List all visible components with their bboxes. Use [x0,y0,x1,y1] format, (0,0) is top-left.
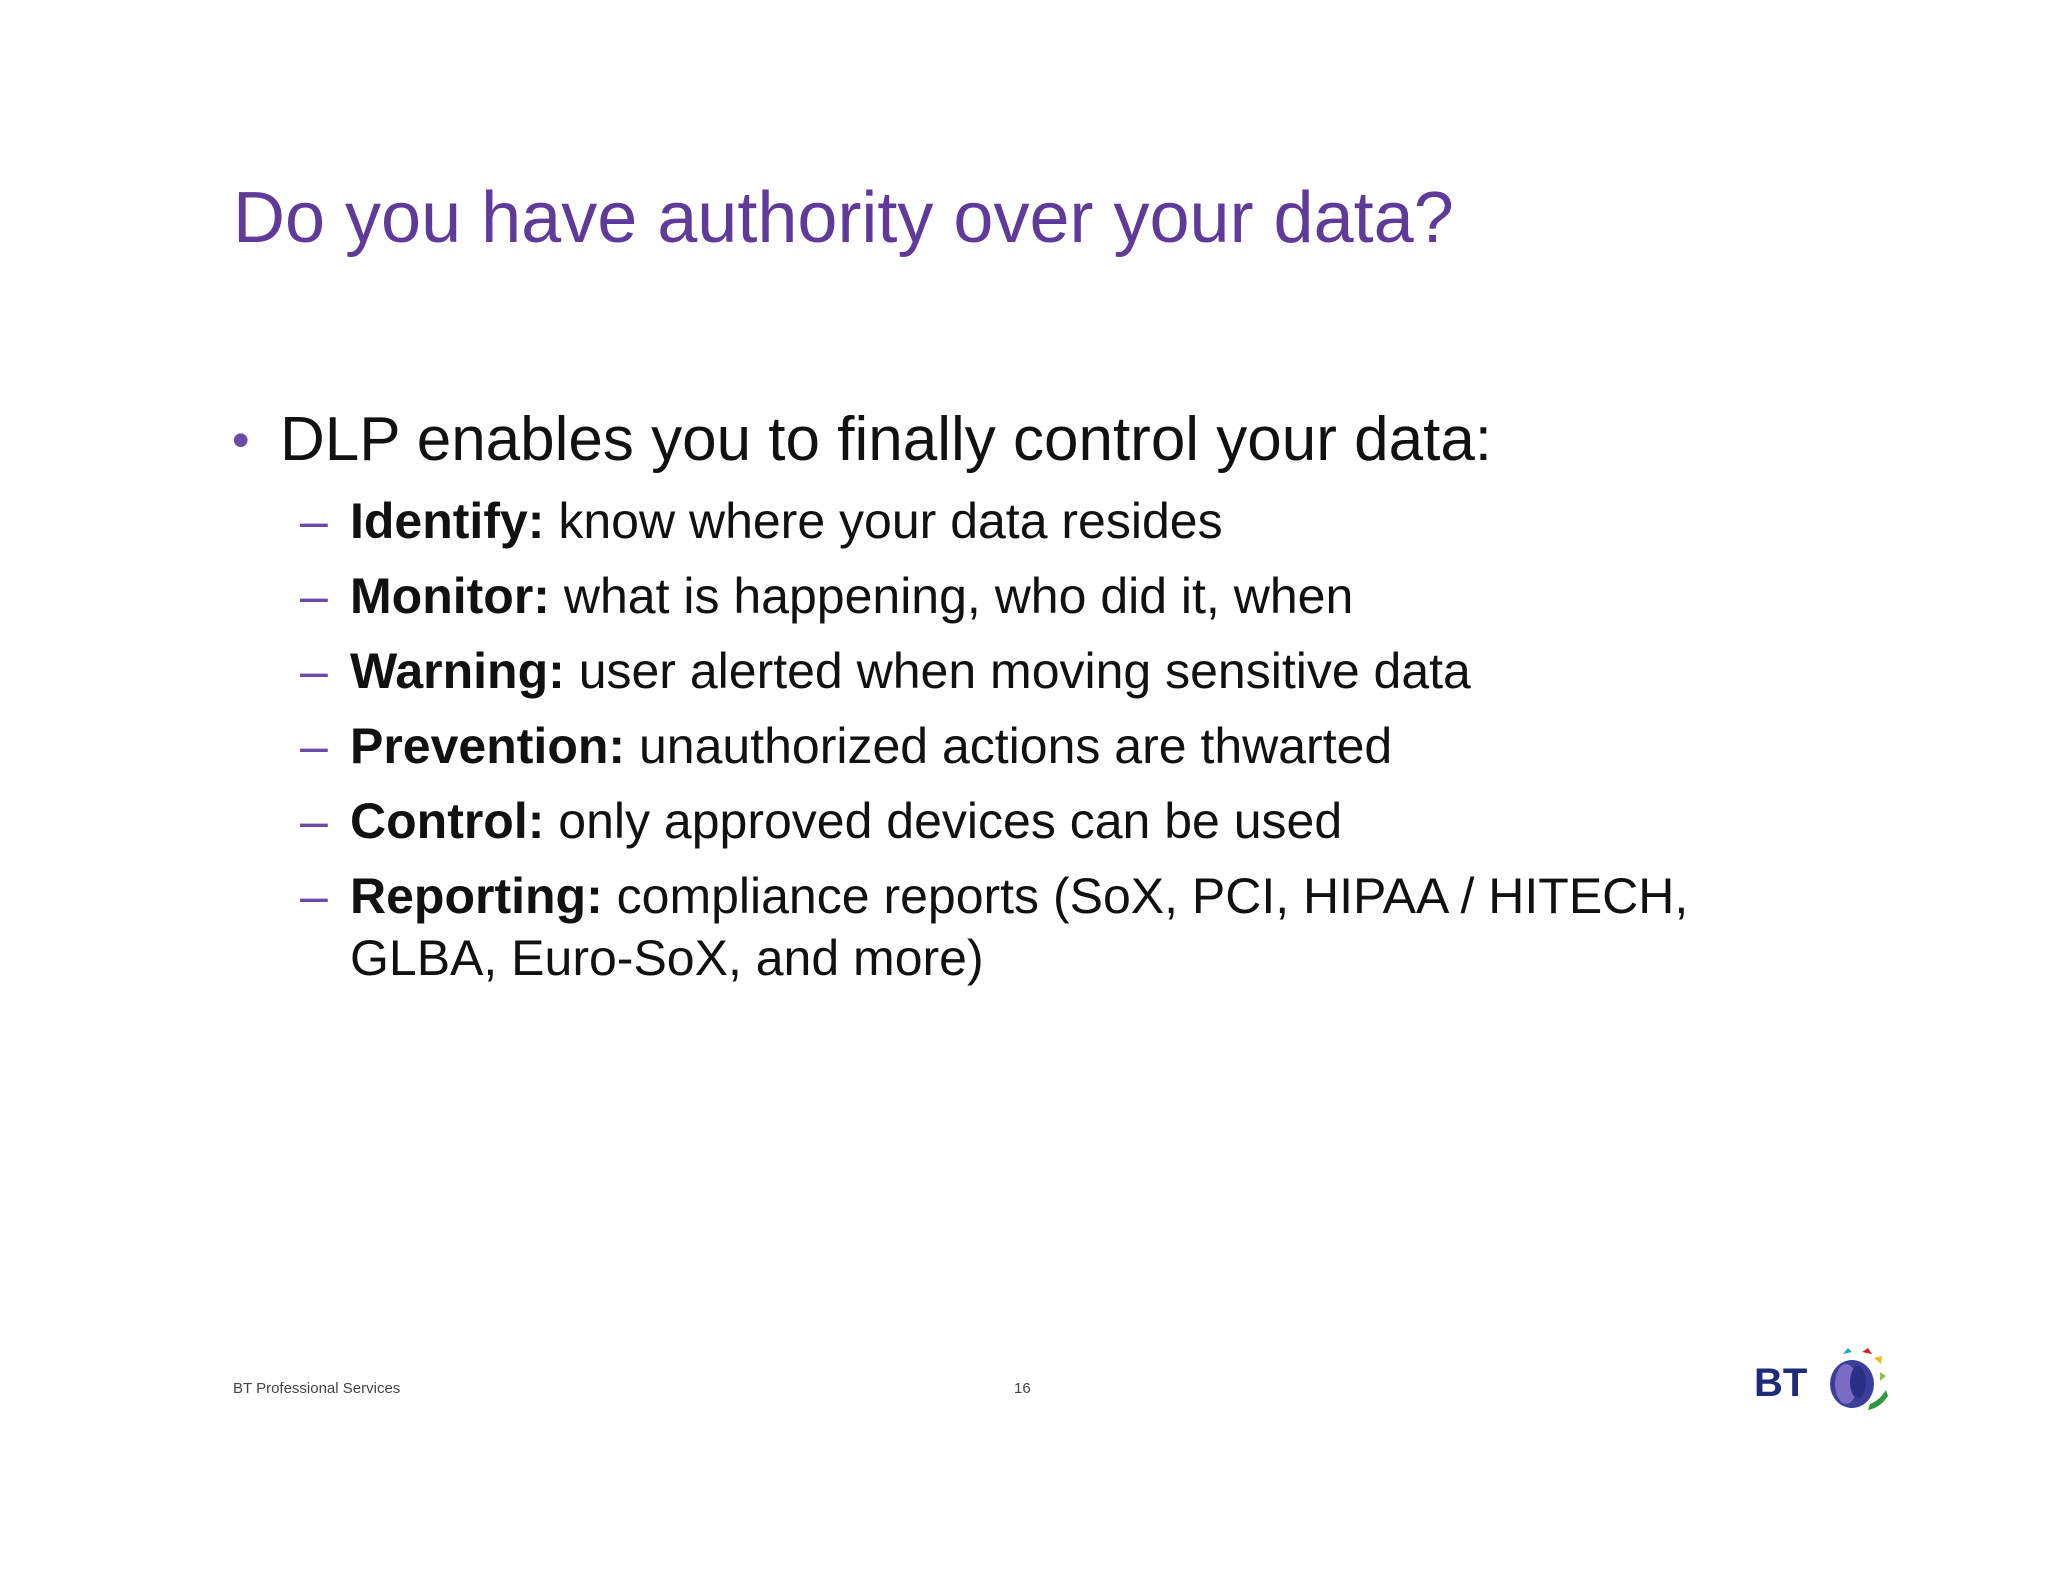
bt-logo [1752,1348,1892,1414]
dash-icon: – [300,643,328,699]
main-bullet-text: DLP enables you to finally control your data: [280,405,1493,474]
sub-bullet-monitor [300,565,1800,627]
sub-bullet-reporting [300,865,1800,989]
dash-icon: – [300,793,328,849]
dash-icon: – [300,718,328,774]
sub-bullet-term: Identify: [350,493,545,549]
sub-bullet-text: know where your data resides [558,493,1223,549]
footer-company: BT Professional Services [233,1380,401,1397]
sub-bullet-control [300,790,1800,852]
sub-bullet-warning [300,640,1800,702]
sub-bullet-text: what is happening, who did it, when [563,568,1354,624]
sub-bullet-text: unauthorized actions are thwarted [638,718,1393,774]
sub-bullet-term: Reporting: [350,868,603,924]
page-number: 16 [1014,1380,1031,1397]
sub-bullet-term: Warning: [350,643,565,699]
sub-bullet-text: compliance reports (SoX, PCI, HIPAA / HITECH, GLBA, Euro-SoX, and more) [350,868,1689,986]
sub-bullet-term: Monitor: [350,568,550,624]
sub-bullet-list [300,490,1800,1002]
dash-icon: – [300,868,328,924]
sub-bullet-term: Prevention: [350,718,626,774]
dash-icon: – [300,568,328,624]
logo-text: BT [1754,1361,1808,1405]
sub-bullet-text: only approved devices can be used [558,793,1343,849]
sub-bullet-term: Control: [350,793,545,849]
dash-icon: – [300,493,328,549]
bullet-dot-icon: • [232,412,250,468]
sub-bullet-text: user alerted when moving sensitive data [578,643,1471,699]
bt-piper-globe-icon [1752,1348,1892,1414]
sub-bullet-prevention [300,715,1800,777]
slide-title: Do you have authority over your data? [233,178,1454,258]
sub-bullet-identify [300,490,1800,552]
